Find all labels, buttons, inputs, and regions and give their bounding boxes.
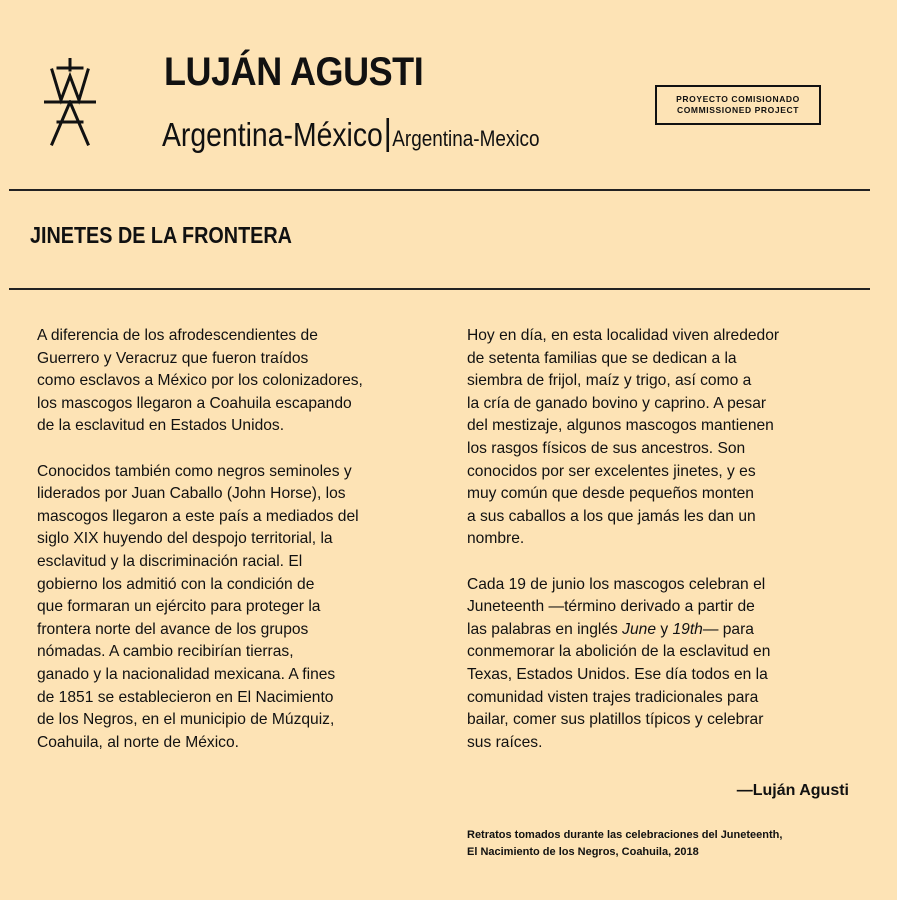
text-line: esclavitud y la discriminación racial. El — [37, 552, 303, 570]
text-line: que formaran un ejército para proteger la — [37, 598, 321, 616]
text-line: conmemorar la abolición de la esclavitud en — [467, 643, 771, 661]
italic-word-19th: 19th — [672, 620, 703, 638]
text-line: nómadas. A cambio recibirían tierras, — [37, 643, 294, 661]
section-title: JINETES DE LA FRONTERA — [30, 222, 292, 248]
text-line: los mascogos llegaron a Coahuila escapando — [37, 394, 352, 412]
text-line: sus raíces. — [467, 733, 543, 751]
text-fragment: las palabras en inglés — [467, 620, 623, 638]
badge-line-es: PROYECTO COMISIONADO — [676, 94, 800, 104]
country-english: Argentina-Mexico — [392, 126, 540, 151]
artist-name: LUJÁN AGUSTI — [164, 50, 424, 94]
text-line: Conocidos también como negros seminoles y — [37, 462, 352, 480]
text-line: liderados por Juan Caballo (John Horse), los — [37, 485, 346, 503]
right-paragraph-2 — [467, 574, 779, 755]
caption-line: Retratos tomados durante las celebraciones del Juneteenth, — [467, 829, 783, 841]
country-spanish: Argentina-México — [162, 116, 383, 153]
text-line: Coahuila, al norte de México. — [37, 733, 239, 751]
photo-caption — [467, 827, 782, 861]
text-line: la cría de ganado bovino y caprino. A pesar — [467, 394, 767, 412]
text-line: del mestizaje, algunos mascogos mantienen — [467, 417, 774, 435]
text-line: nombre. — [467, 530, 525, 548]
text-line: de los Negros, en el municipio de Múzquiz, — [37, 711, 335, 729]
author-signature: —Luján Agusti — [736, 782, 849, 799]
header-divider — [9, 189, 870, 191]
text-line: los rasgos físicos de sus ancestros. Son — [467, 439, 746, 457]
left-paragraph-2 — [37, 461, 363, 755]
text-line: siglo XIX huyendo del despojo territorial, la — [37, 530, 333, 548]
text-line: conocidos por ser excelentes jinetes, y es — [467, 462, 756, 480]
left-text-column — [37, 325, 363, 777]
section-divider — [9, 288, 870, 290]
text-line: ganado y la nacionalidad mexicana. A fines — [37, 665, 336, 683]
commissioned-project-badge — [655, 85, 821, 125]
caption-line: El Nacimiento de los Negros, Coahuila, 2018 — [467, 846, 699, 858]
text-line: mascogos llegaron a este país a mediados del — [37, 507, 359, 525]
text-line — [467, 621, 754, 638]
text-line: de la esclavitud en Estados Unidos. — [37, 417, 285, 435]
text-line: frontera norte del avance de los grupos — [37, 620, 309, 638]
text-fragment: y — [656, 620, 673, 638]
text-line: de 1851 se establecieron en El Nacimiento — [37, 688, 334, 706]
text-line: gobierno los admitió con la condición de — [37, 575, 315, 593]
italic-word-june: June — [622, 620, 656, 638]
text-line: Hoy en día, en esta localidad viven alrededor — [467, 327, 780, 344]
text-line: como esclavos a México por los colonizadores, — [37, 372, 363, 390]
text-line: de setenta familias que se dedican a la — [467, 349, 737, 367]
text-line: Juneteenth —término derivado a partir de — [467, 598, 755, 616]
text-line: siembra de frijol, maíz y trigo, así como a — [467, 372, 752, 390]
artist-country — [162, 116, 540, 154]
text-line: Guerrero y Veracruz que fueron traídos — [37, 349, 309, 367]
left-paragraph-1 — [37, 325, 363, 438]
text-line: comunidad visten trajes tradicionales para — [467, 688, 759, 706]
artist-monogram-logo — [44, 58, 96, 148]
text-line: Cada 19 de junio los mascogos celebran el — [467, 575, 766, 593]
country-separator — [386, 118, 389, 152]
badge-line-en: COMMISSIONED PROJECT — [676, 105, 800, 115]
right-text-column — [467, 325, 779, 777]
text-line: Texas, Estados Unidos. Ese día todos en la — [467, 665, 768, 683]
text-line: muy común que desde pequeños monten — [467, 485, 754, 503]
text-fragment: — para — [702, 620, 754, 638]
right-paragraph-1 — [467, 325, 779, 551]
text-line: A diferencia de los afrodescendientes de — [37, 327, 318, 344]
text-line: a sus caballos a los que jamás les dan un — [467, 507, 756, 525]
text-line: bailar, comer sus platillos típicos y celebrar — [467, 711, 764, 729]
